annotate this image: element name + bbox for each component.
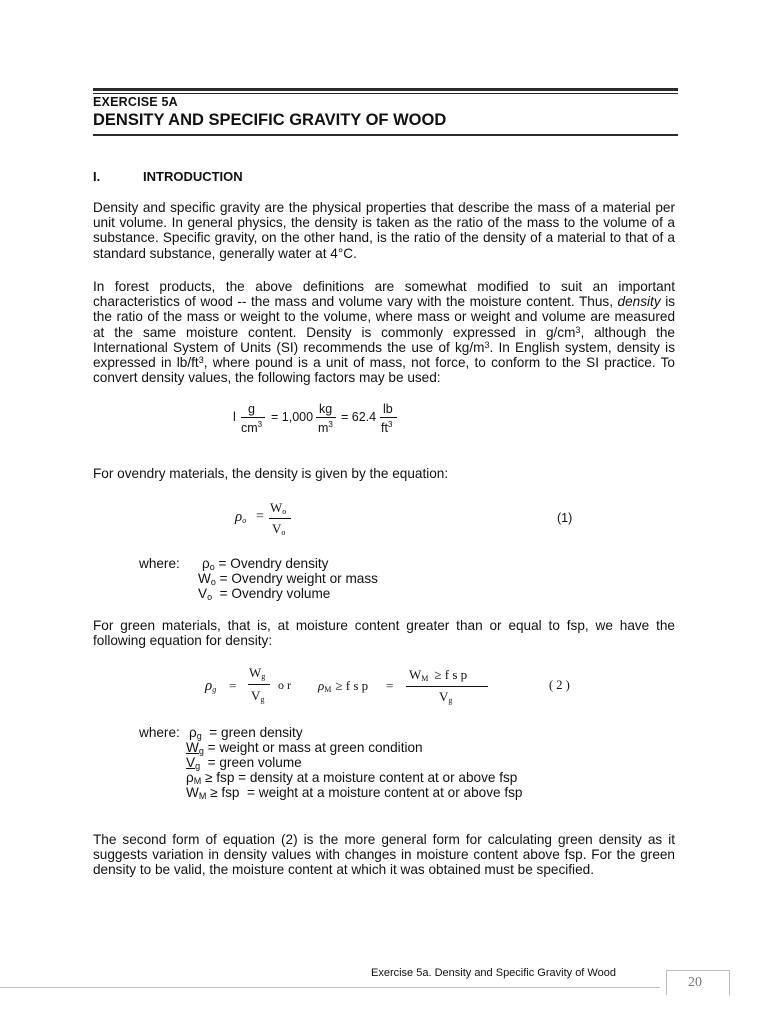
paragraph-1: Density and specific gravity are the physical properties that describe the mass of a material per unit volume. In general physics, the density is taken as the ratio of the mass to the volume of a substance. Specific gravity, on the other hand, is the ratio of the density of a material to that of a standard substance, generally water at 4°C.	[93, 200, 675, 261]
section-number: I.	[93, 169, 101, 184]
definition-row: $W_o$ = Ovendry weight or mass	[198, 571, 378, 587]
header-rule-top	[93, 88, 678, 91]
fraction-bar	[248, 684, 270, 685]
paragraph-4: For green materials, that is, at moisture content greater than or equal to fsp, we have the following equation for density:	[93, 618, 675, 649]
fraction-bar	[269, 518, 291, 519]
header-rule-thin	[93, 93, 678, 94]
section-title: INTRODUCTION	[143, 169, 243, 184]
definition-row: $\rho_M$ ≥ fsp = density at a moisture content at or above fsp	[186, 770, 518, 786]
fraction-bar	[406, 686, 488, 687]
footer-rule	[0, 987, 660, 988]
footer-text: Exercise 5a. Density and Specific Gravity of Wood	[371, 967, 616, 979]
definition-row: $\rho_o$ = Ovendry density	[202, 556, 329, 572]
definition-row: $W_g$ = weight or mass at green condition	[186, 740, 423, 756]
header-rule-bottom	[93, 134, 678, 136]
definition-row: $W_M$ ≥ fsp = weight at a moisture content at or above fsp	[186, 785, 523, 801]
paragraph-5: The second form of equation (2) is the more general form for calculating green density as it suggests variation in density values with changes in moisture content above fsp. For the green density to be valid, the moisture content at which it was obtained must be specified.	[93, 832, 675, 878]
fraction-bar	[241, 417, 265, 418]
equation-number: ( 2 )	[549, 678, 570, 692]
page-title: DENSITY AND SPECIFIC GRAVITY OF WOOD	[93, 111, 447, 129]
paragraph-2: In forest products, the above definitions are somewhat modified to suit an important characteristics of wood -- the mass and volume vary with the moisture content. Thus, density is the ratio of the mass or weight to the volume, where mass or weight and volume are measured at the same moisture content. Density is commonly expressed in $g/cm^3$, although the International System of Units (SI) recommends the use of $kg/m^3$. In English system, density is expressed in $lb/ft^3$, where pound is a unit of mass, not force, to conform to the SI practice. To convert density values, the following factors may be used:	[93, 279, 676, 386]
definition-row: $\rho_g$ = green density	[189, 725, 303, 741]
exercise-label: EXERCISE 5A	[93, 95, 178, 109]
fraction-bar	[380, 417, 397, 418]
paragraph-3: For ovendry materials, the density is given by the equation:	[93, 466, 449, 481]
fraction-bar	[316, 417, 336, 418]
definition-row: $V_g$ = green volume	[186, 755, 302, 771]
italic-density: density	[617, 294, 661, 310]
equation-number: (1)	[557, 511, 573, 525]
page-number: 20	[688, 975, 702, 990]
definition-row: $V_o$ = Ovendry volume	[198, 586, 331, 602]
